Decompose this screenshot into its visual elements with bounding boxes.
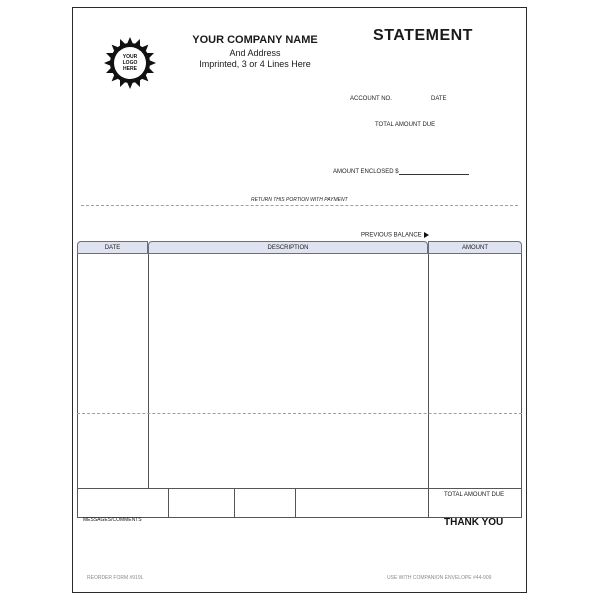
- thank-you-text: THANK YOU: [444, 517, 504, 528]
- company-name: YOUR COMPANY NAME: [192, 34, 318, 46]
- date-column-divider: [148, 254, 149, 488]
- company-address-line-2: Imprinted, 3 or 4 Lines Here: [199, 59, 311, 69]
- table-left-border: [77, 254, 78, 517]
- mid-perforation-line: [77, 413, 522, 414]
- account-no-label: ACCOUNT NO.: [350, 96, 392, 102]
- amount-enclosed-label: AMOUNT ENCLOSED $: [333, 169, 399, 175]
- table-total-amount-due-label: TOTAL AMOUNT DUE: [444, 492, 505, 498]
- totals-cell-divider-1: [168, 488, 169, 517]
- total-amount-due-label: TOTAL AMOUNT DUE: [375, 122, 436, 128]
- companion-envelope-note: USE WITH COMPANION ENVELOPE #44-909: [387, 575, 492, 581]
- statement-table: [77, 241, 522, 518]
- date-label: DATE: [431, 96, 447, 102]
- statement-form: [72, 7, 527, 593]
- column-header-amount: AMOUNT: [428, 241, 522, 254]
- column-header-description: DESCRIPTION: [148, 241, 428, 254]
- logo-placeholder: [103, 36, 157, 90]
- previous-balance-label: [361, 232, 429, 239]
- return-portion-note: RETURN THIS PORTION WITH PAYMENT: [251, 197, 348, 203]
- triangle-right-icon: [424, 232, 429, 238]
- company-address-line-1: And Address: [229, 48, 281, 58]
- column-header-date: DATE: [77, 241, 148, 254]
- totals-row-top-border: [77, 488, 522, 489]
- table-right-border: [521, 254, 522, 517]
- reorder-form-note: REORDER FORM #919L: [87, 575, 144, 581]
- document-title: STATEMENT: [373, 27, 473, 44]
- amount-column-divider: [428, 254, 429, 517]
- totals-cell-divider-3: [295, 488, 296, 517]
- amount-enclosed-line: [399, 174, 469, 175]
- totals-cell-divider-2: [234, 488, 235, 517]
- messages-comments-label: MESSAGES/COMMENTS: [83, 517, 142, 523]
- perforation-line: [81, 205, 518, 206]
- logo-text: YOUR LOGO HERE: [122, 54, 138, 72]
- previous-balance-text: PREVIOUS BALANCE: [361, 232, 422, 239]
- table-header: [77, 241, 522, 255]
